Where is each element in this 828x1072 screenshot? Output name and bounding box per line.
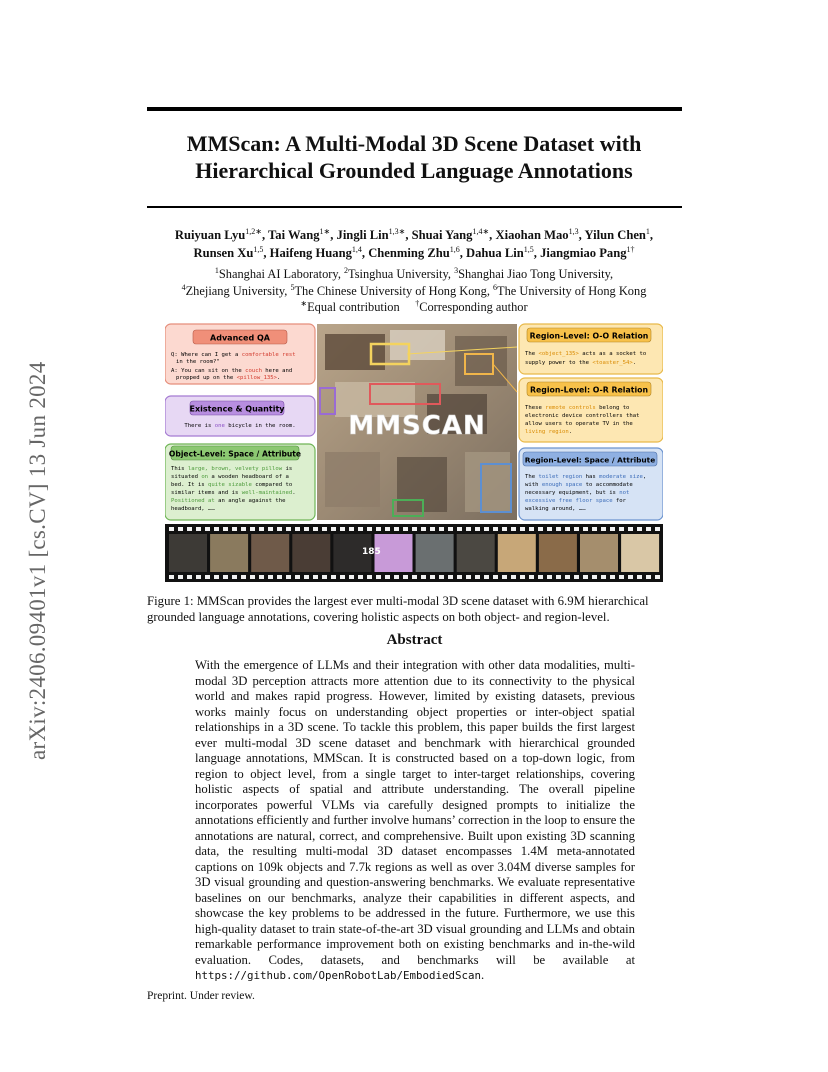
film-sprocket-hole [331, 527, 336, 531]
title-line-2: Hierarchical Grounded Language Annotations [195, 158, 633, 183]
film-sprocket-hole [178, 575, 183, 579]
author-affiliation-marker: 1,3∗ [388, 227, 406, 236]
code-url-link[interactable]: https://github.com/OpenRobotLab/EmbodiedScan [195, 969, 482, 982]
film-sprocket-hole [394, 527, 399, 531]
film-sprocket-hole [196, 527, 201, 531]
film-sprocket-hole [493, 575, 498, 579]
film-sprocket-hole [484, 527, 489, 531]
svg-text:living region.: living region. [525, 429, 573, 435]
film-frame-label: 185 [362, 547, 381, 557]
film-sprockets-bottom [169, 575, 660, 579]
film-sprocket-hole [565, 575, 570, 579]
film-sprocket-hole [421, 527, 426, 531]
film-sprocket-hole [223, 527, 228, 531]
author-affiliation-marker: 1,3 [568, 227, 579, 236]
film-sprocket-hole [574, 575, 579, 579]
contribution-notes: ∗Equal contribution †Corresponding author [300, 299, 528, 314]
svg-text:A: You can sit on the couch he: A: You can sit on the couch here and [171, 368, 293, 374]
film-sprocket-hole [394, 575, 399, 579]
film-sprocket-hole [511, 527, 516, 531]
film-sprocket-hole [241, 575, 246, 579]
svg-text:This large, brown, velvety pil: This large, brown, velvety pillow is [171, 466, 293, 472]
affiliation-line-1: $^1$Shanghai AI Laboratory, $^2$Tsinghua University, $^3$Shanghai Jiao Tong University, [214, 266, 614, 281]
film-sprocket-hole [610, 575, 615, 579]
film-sprocket-hole [565, 527, 570, 531]
svg-text:electronic device controllers: electronic device controllers that [525, 413, 640, 419]
film-sprocket-hole [295, 527, 300, 531]
author-list [140, 226, 688, 262]
svg-text:supply power to the <toaster_5: supply power to the <toaster_54>. [525, 360, 637, 366]
film-sprocket-hole [205, 527, 210, 531]
top-rule [147, 107, 682, 111]
author-name: Yilun Chen [584, 228, 646, 242]
film-sprocket-hole [610, 527, 615, 531]
film-strip [165, 524, 663, 582]
film-frame-thumbnail [169, 534, 207, 572]
film-sprocket-hole [646, 527, 651, 531]
panel-title: Advanced QA [210, 333, 270, 343]
film-frame-thumbnail [580, 534, 618, 572]
film-sprocket-hole [637, 527, 642, 531]
affiliation-marker: 1 [214, 266, 219, 275]
author-affiliation-marker: 1,4∗ [472, 227, 490, 236]
film-sprocket-hole [457, 575, 462, 579]
film-sprocket-hole [439, 527, 444, 531]
affiliation-line-2: $^4$Zhejiang University, $^5$The Chinese University of Hong Kong, $^6$The University of Hong Kong [181, 282, 647, 298]
author-affiliation-marker: 1,2∗ [245, 227, 262, 236]
film-sprocket-hole [367, 575, 372, 579]
film-frame-thumbnail [539, 534, 577, 572]
film-sprocket-hole [601, 575, 606, 579]
film-sprocket-hole [502, 527, 507, 531]
film-sprocket-hole [574, 527, 579, 531]
panel-region-or-relation [519, 378, 663, 442]
film-sprocket-hole [502, 575, 507, 579]
abstract-text: With the emergence of LLMs and their integration with other data modalities, multi-modal 3D perception attracts more attention due to its connectivity to the physical world and makes rapid progress. However, limited by existing datasets, previous works mainly focus on understanding object properties or inter-object spatial relationships in a 3D scene. To tackle this problem, this paper builds the first largest ever multi-modal 3D scene dataset and benchmark with hierarchical grounded language annotations, MMScan. It is constructed based on a top-down logic, from region to object level, from a single target to inter-target relationships, covering holistic aspects of spatial and attribute understanding. The overall pipeline incorporates powerful VLMs via carefully designed prompts to initialize the annotations efficiently and further involve humans’ correction in the loop to ensure the annotations are natural, correct, and comprehensive. Built upon existing 3D scanning data, the resulting multi-modal 3D dataset encompasses 1.4M meta-annotated captions on 109k objects and 7.7k regions as well as over 3.04M diverse samples for 3D visual grounding and question-answering benchmarks. We evaluate representative baselines on our benchmarks, analyze their capabilities in different aspects, and showcase the key problems to be addressed in the future. Furthermore, we use this high-quality dataset to train state-of-the-art 3D visual grounding and LLMs and obtain remarkable performance improvement both on existing benchmarks and in-the-wild evaluation. Codes, datasets, and benchmarks will be available at [195, 658, 635, 967]
film-sprocket-hole [421, 575, 426, 579]
film-sprockets-top [169, 527, 660, 531]
author-affiliation-marker: 1,5 [253, 245, 264, 254]
author-affiliation-marker: 1,4 [351, 245, 362, 254]
author-name: Tai Wang [268, 228, 320, 242]
arxiv-identifier: arXiv:2406.09401v1 [cs.CV] 13 Jun 2024 [25, 361, 50, 760]
film-sprocket-hole [430, 575, 435, 579]
film-sprocket-hole [529, 575, 534, 579]
affiliation-name: The Chinese University of Hong Kong [294, 283, 487, 298]
svg-text:similar items and is well-main: similar items and is well-maintained. [171, 490, 296, 496]
affiliation-marker: 2 [344, 266, 349, 275]
svg-text:Positioned at an angle against: Positioned at an angle against the [171, 498, 286, 504]
author-affiliation-marker: 1 [645, 227, 650, 236]
film-sprocket-hole [286, 527, 291, 531]
film-sprocket-hole [313, 527, 318, 531]
film-sprocket-hole [385, 527, 390, 531]
author-name: Chenming Zhu [368, 246, 450, 260]
film-sprocket-hole [601, 527, 606, 531]
abstract-body [195, 658, 635, 984]
film-sprocket-hole [205, 575, 210, 579]
panel-title: Existence & Quantity [189, 404, 285, 414]
film-sprocket-hole [538, 527, 543, 531]
film-sprocket-hole [214, 575, 219, 579]
film-sprocket-hole [448, 527, 453, 531]
film-sprocket-hole [250, 575, 255, 579]
film-sprocket-hole [367, 527, 372, 531]
film-sprocket-hole [637, 575, 642, 579]
film-sprocket-hole [214, 527, 219, 531]
svg-text:There is one bicycle in the ro: There is one bicycle in the room. [184, 423, 296, 429]
author-name: Dahua Lin [466, 246, 524, 260]
film-sprocket-hole [223, 575, 228, 579]
film-sprocket-hole [250, 527, 255, 531]
film-sprocket-hole [295, 575, 300, 579]
equal-contribution-note: Equal contribution [307, 300, 400, 314]
film-sprocket-hole [304, 527, 309, 531]
film-sprocket-hole [376, 527, 381, 531]
svg-text:excessive free floor space for: excessive free floor space for [525, 498, 627, 504]
paper-title [140, 130, 688, 184]
film-sprocket-hole [268, 575, 273, 579]
panel-region-oo-relation [519, 324, 663, 374]
author-name: Ruiyuan Lyu [174, 228, 246, 242]
film-sprocket-hole [304, 575, 309, 579]
author-line: Runsen Xu$^{1,5}$, Haifeng Huang$^{1,4}$, Chenming Zhu$^{1,6}$, Dahua Lin$^{1,5}$, Jiangmiao Pang$^{1\dagger}$ [193, 245, 635, 260]
affiliation-marker: 5 [290, 282, 295, 292]
film-sprocket-hole [169, 527, 174, 531]
film-sprocket-hole [385, 575, 390, 579]
film-sprocket-hole [196, 575, 201, 579]
author-name: Shuai Yang [411, 228, 473, 242]
film-sprocket-hole [331, 575, 336, 579]
film-sprocket-hole [529, 527, 534, 531]
film-sprocket-hole [475, 527, 480, 531]
panel-existence-quantity [165, 396, 315, 436]
film-sprocket-hole [241, 527, 246, 531]
film-sprocket-hole [322, 527, 327, 531]
figure-center-label: MMSCAN [348, 411, 486, 441]
affiliation-marker: 6 [493, 282, 498, 292]
film-sprocket-hole [583, 575, 588, 579]
svg-text:walking around, ……: walking around, …… [525, 506, 586, 512]
affiliation-marker: 3 [454, 266, 459, 275]
svg-text:in the room?": in the room?" [176, 359, 220, 365]
film-frame-thumbnail [210, 534, 248, 572]
author-name: Jiangmiao Pang [540, 246, 627, 260]
film-sprocket-hole [646, 575, 651, 579]
film-sprocket-hole [349, 527, 354, 531]
film-sprocket-hole [376, 575, 381, 579]
scene-top-view [317, 324, 517, 520]
film-sprocket-hole [358, 527, 363, 531]
film-sprocket-hole [358, 575, 363, 579]
film-frame-thumbnail [498, 534, 536, 572]
film-sprocket-hole [412, 575, 417, 579]
panel-title: Region-Level: O-O Relation [529, 331, 649, 341]
author-name: Xiaohan Mao [495, 228, 569, 242]
film-sprocket-hole [628, 527, 633, 531]
film-sprocket-hole [466, 575, 471, 579]
film-sprocket-hole [286, 575, 291, 579]
author-line: Ruiyuan Lyu$^{1,2∗}$, Tai Wang$^{1∗}$, Jingli Lin$^{1,3∗}$, Shuai Yang$^{1,4∗}$, Xiaohan Mao$^{1,3}$, Yilun Chen$^1$, [174, 227, 654, 242]
abstract-heading: Abstract [386, 632, 443, 648]
film-frame-thumbnail [251, 534, 289, 572]
film-sprocket-hole [232, 575, 237, 579]
title-line-1: MMScan: A Multi-Modal 3D Scene Dataset with [186, 131, 642, 156]
film-sprocket-hole [412, 527, 417, 531]
film-frame-thumbnail [621, 534, 659, 572]
author-name: Runsen Xu [193, 246, 254, 260]
film-sprocket-hole [547, 527, 552, 531]
film-sprocket-hole [655, 575, 660, 579]
affiliations [140, 266, 688, 316]
film-sprocket-hole [430, 527, 435, 531]
svg-text:necessary equipment, but is no: necessary equipment, but is not [525, 490, 630, 496]
svg-text:allow users to operate TV in t: allow users to operate TV in the [525, 421, 633, 427]
film-frame-thumbnail [292, 534, 330, 572]
film-sprocket-hole [619, 527, 624, 531]
film-sprocket-hole [628, 575, 633, 579]
film-sprocket-hole [439, 575, 444, 579]
affiliation-name: Shanghai Jiao Tong University [458, 267, 611, 281]
figure-caption: Figure 1: MMScan provides the largest ever multi-modal 3D scene dataset with 6.9M hierarchical grounded language annotations, covering holistic aspects on both object- and region-level. [147, 594, 649, 624]
film-sprocket-hole [547, 575, 552, 579]
svg-text:These remote controls belong t: These remote controls belong to [525, 405, 630, 411]
svg-text:headboard, ……: headboard, …… [171, 506, 215, 512]
corresponding-author-note: Corresponding author [419, 300, 528, 314]
affiliation-name: Zhejiang University [185, 283, 285, 298]
title-rule [147, 206, 682, 208]
author-affiliation-marker: 1† [626, 245, 635, 254]
svg-text:The toilet region has moderate: The toilet region has moderate size, [525, 474, 647, 480]
film-sprocket-hole [187, 527, 192, 531]
svg-text:with enough space to accommoda: with enough space to accommodate [525, 482, 633, 488]
affiliation-name: Shanghai AI Laboratory [218, 267, 338, 281]
film-sprocket-hole [403, 527, 408, 531]
film-sprocket-hole [556, 527, 561, 531]
film-sprocket-hole [484, 575, 489, 579]
film-sprocket-hole [520, 527, 525, 531]
svg-text:Q: Where can I get a comfortab: Q: Where can I get a comfortable rest [171, 352, 296, 358]
svg-text:propped up on the <pillow_135>: propped up on the <pillow_135>. [176, 375, 281, 381]
film-sprocket-hole [178, 527, 183, 531]
svg-text:situated on a wooden headboard: situated on a wooden headboard of a [171, 474, 289, 480]
film-sprocket-hole [583, 527, 588, 531]
film-frame-thumbnail [457, 534, 495, 572]
author-affiliation-marker: 1,5 [523, 245, 534, 254]
panel-object-level [165, 444, 315, 520]
author-affiliation-marker: 1,6 [449, 245, 460, 254]
film-sprocket-hole [277, 575, 282, 579]
svg-text:The <object_135> acts as a soc: The <object_135> acts as a socket to [525, 351, 647, 357]
film-sprocket-hole [322, 575, 327, 579]
film-sprocket-hole [592, 527, 597, 531]
film-sprocket-hole [403, 575, 408, 579]
figure-1-image [165, 322, 663, 584]
film-frame-thumbnail [416, 534, 454, 572]
film-sprocket-hole [538, 575, 543, 579]
affiliation-name: Tsinghua University [348, 267, 448, 281]
panel-title: Region-Level: Space / Attribute [524, 455, 656, 465]
affiliation-name: The University of Hong Kong [497, 283, 647, 298]
author-affiliation-marker: 1∗ [319, 227, 331, 236]
panel-advanced-qa [165, 324, 315, 384]
film-sprocket-hole [313, 575, 318, 579]
film-sprocket-hole [475, 575, 480, 579]
film-sprocket-hole [277, 527, 282, 531]
film-sprocket-hole [466, 527, 471, 531]
svg-text:bed. It is quite sizable compa: bed. It is quite sizable compared to [171, 482, 293, 488]
film-sprocket-hole [349, 575, 354, 579]
author-name: Jingli Lin [336, 228, 389, 242]
film-sprocket-hole [448, 575, 453, 579]
film-sprocket-hole [340, 575, 345, 579]
panel-title: Object-Level: Space / Attribute [168, 449, 302, 459]
film-sprocket-hole [187, 575, 192, 579]
author-name: Haifeng Huang [269, 246, 352, 260]
film-sprocket-hole [493, 527, 498, 531]
film-sprocket-hole [259, 527, 264, 531]
film-sprocket-hole [556, 575, 561, 579]
abstract-end: . [481, 968, 485, 982]
film-sprocket-hole [232, 527, 237, 531]
film-sprocket-hole [619, 575, 624, 579]
panel-title: Region-Level: O-R Relation [529, 385, 649, 395]
film-sprocket-hole [511, 575, 516, 579]
film-sprocket-hole [268, 527, 273, 531]
film-sprocket-hole [457, 527, 462, 531]
film-sprocket-hole [520, 575, 525, 579]
film-sprocket-hole [169, 575, 174, 579]
preprint-footer: Preprint. Under review. [147, 990, 255, 1002]
affiliation-marker: 4 [181, 282, 186, 292]
film-sprocket-hole [592, 575, 597, 579]
film-sprocket-hole [655, 527, 660, 531]
panel-region-space-attribute [519, 448, 663, 520]
film-sprocket-hole [340, 527, 345, 531]
film-sprocket-hole [259, 575, 264, 579]
